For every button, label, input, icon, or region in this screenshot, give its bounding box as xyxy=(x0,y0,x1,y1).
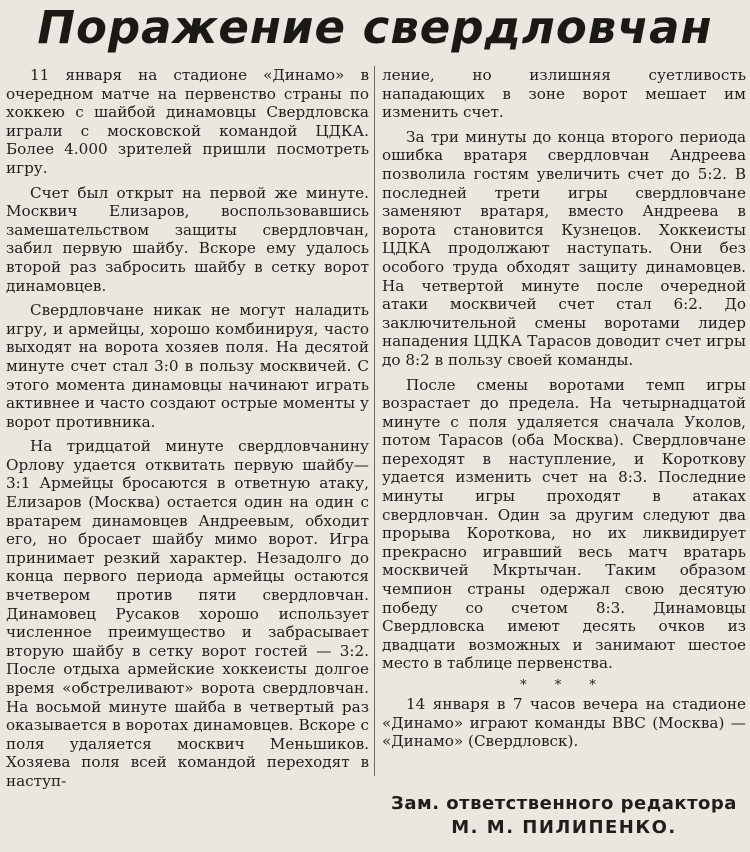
paragraph: 11 января на стадионе «Динамо» в очередном матче на первенство страны по хоккею с шайбой динамовцы Свердловска играли с московской командой ЦДКА. Более 4.000 зрителей пришли посмотреть игру. xyxy=(6,66,369,177)
paragraph-continuation: ление, но излишняя суетливость нападающих в зоне ворот мешает им изменить счет. xyxy=(382,66,746,122)
editor-name: М. М. ПИЛИПЕНКО. xyxy=(451,817,677,838)
left-column xyxy=(6,66,369,797)
paragraph: За три минуты до конца второго периода ошибка вратаря свердловчан Андреева позволила гостям увеличить счет до 5:2. В последней трети игры свердловчане заменяют вратаря, вместо Андреева в ворота становится Кузнецов. Хоккеисты ЦДКА продолжают наступать. Они без особого труда обходят защиту динамовцев. На четвертой минуте после очередной атаки москвичей счет стал 6:2. До заключительной смены воротами лидер нападения ЦДКА Тарасов доводит счет игры до 8:2 в пользу своей команды. xyxy=(382,127,746,369)
paragraph: Счет был открыт на первой же минуте. Москвич Елизаров, воспользовавшись замешательством защиты свердловчан, забил первую шайбу. Вскоре ему удалось второй раз забросить шайбу в сетку ворот динамовцев. xyxy=(6,183,369,295)
column-divider xyxy=(374,66,375,776)
editor-title: Зам. ответственного редактора xyxy=(391,793,737,814)
announcement: 14 января в 7 часов вечера на стадионе «Динамо» играют команды ВВС (Москва) — «Динамо» (Свердловск). xyxy=(382,695,746,751)
section-separator-stars: * * * xyxy=(520,678,608,693)
article-headline: Поражение свердловчан xyxy=(37,1,713,54)
editor-signature xyxy=(382,792,746,840)
paragraph: Свердловчане никак не могут наладить игру, и армейцы, хорошо комбинируя, часто выходят на ворота хозяев поля. На десятой минуте счет стал 3:0 в пользу москвичей. С этого момента динамовцы начинают играть активнее и часто создают острые моменты у ворот противника. xyxy=(6,301,369,431)
right-column xyxy=(382,66,746,757)
paragraph: После смены воротами темп игры возрастает до предела. На четырнадцатой минуте с поля удаляется сначала Уколов, потом Тарасов (оба Москва). Свердловчане переходят в наступление, и Короткову удается изменить счет на 8:3. Последние минуты игры проходят в атаках свердловчан. Один за другим следуют два прорыва Короткова, но их ликвидирует прекрасно игравший весь матч вратарь москвичей Мкртычан. Таким образом чемпион страны одержал свою десятую победу со счетом 8:3. Динамовцы Свердловска имеют десять очков из двадцати возможных и занимают шестое место в таблице первенства. xyxy=(382,375,746,673)
paragraph: На тридцатой минуте свердловчанину Орлову удается отквитать первую шайбу—3:1 Армейцы бросаются в ответную атаку, Елизаров (Москва) остается один на один с вратарем динамовцев Андреевым, обходит его, но бросает шайбу мимо ворот. Игра принимает резкий характер. Незадолго до конца первого периода армейцы остаются вчетвером против пяти свердловчан. Динамовец Русаков хорошо использует численное преимущество и забрасывает вторую шайбу в сетку ворот гостей — 3:2. После отдыха армейские хоккеисты долгое время «обстреливают» ворота свердловчан. На восьмой минуте шайба в четвертый раз оказывается в воротах динамовцев. Вскоре с поля удаляется москвич Меньшиков. Хозяева поля всей командой переходят в наступ- xyxy=(6,437,369,790)
